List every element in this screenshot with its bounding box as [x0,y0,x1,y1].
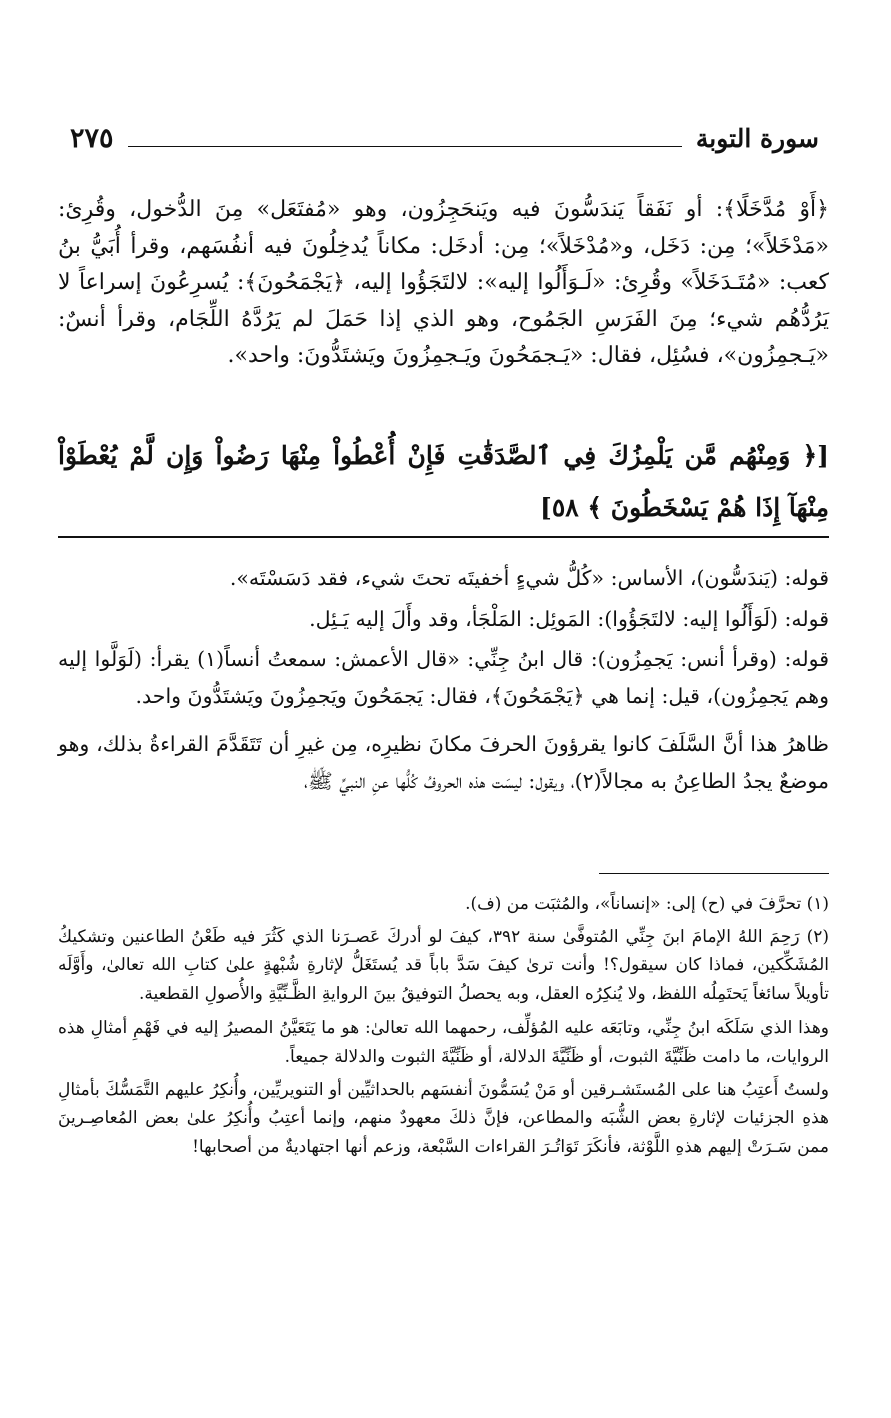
footnote-item: (٢) رَحِمَ اللهُ الإمامَ ابنَ جِنِّي المُتوفَّىٰ سنة ٣٩٢، كيفَ لو أدركَ عَصـرَنا الذي كَثُرَ فيه طَعْنُ الطاعنين وتشكيكُ المُشَكِّكين، فماذا كان سيقول؟! وأنت ترىٰ كيفَ سَدَّ باباً قد يُستَغَلُّ لإثارةِ شُبْهةٍ علىٰ كتابِ الله تعالىٰ، وأَوَّلَه تأويلاً سائغاً يَحتَمِلُه اللفظ، ولا يُنكِرُه العقل، وبه يحصلُ التوفيقُ بينَ الروايةِ الظَّـنِّيَّةِ والأُصولِ القطعية. [58,926,829,1004]
page-number: ٢٧٥ [70,122,114,154]
gloss-paragraph: قوله: (يَندَسُّون)، الأساس: «كُلُّ شيءٍ أخفيتَه تحتَ شيء، فقد دَسَسْتَه». [229,566,829,590]
main-paragraph: ﴿أَوْ مُدَّخَلًا﴾: أو نَفَقاً يَندَسُّونَ فيه ويَنحَجِزُون، وهو «مُفتَعَل» مِنَ الدُّخول، وقُرِئ: «مَدْخَلاً»؛ مِن: دَخَل، و«مُدْخَلاً»؛ مِن: أدخَل: مكاناً يُدخِلُونَ فيه أنفُسَهم، وقرأ أُبَيُّ بنُ كعب: «مُتَـدَخَلاً» وقُرِئ: «لَـوَأَلُوا إليه»: لالتَجَؤُوا إليه، ﴿يَجْمَحُونَ﴾: يُسرِعُونَ إسراعاً لا يَرُدُّهُم شيء؛ مِنَ الفَرَسِ الجَمُوح، وهو الذي إذا حَمَلَ لم يَرُدَّهُ اللِّجَام، وقرأ أنسٌ: «يَـجمِزُون»، فسُئِل، فقال: «يَـجمَحُونَ ويَـجمِزُونَ ويَشتَدُّونَ: واحد». [58,197,829,369]
footnote-rule [599,873,829,874]
main-divider [58,536,829,538]
header-rule [128,146,682,147]
footnote-item: ولستُ أَعتِبُ هنا على المُستَشـرقين أو مَنْ يُسَمُّونَ أنفسَهم بالحداثيِّين أو التنويريِّين، وأُنكِرُ عليهم التَّمَسُّكَ بأمثالِ هذهِ الجزئيات لإثارةِ بعض الشُّبَه والمطاعن، فإنَّ ذلكَ معهودٌ منهم، وإنما أعتِبُ وأُنكِرُ علىٰ بعض المُعاصِـرينَ ممن سَـرَتْ إليهم هذهِ اللَّوْثة، فأنكَرَ تَوَاتُـرَ القراءات السَّبْعة، وزعم أنها اجتهاديةٌ من أصحابها! [58,1079,829,1157]
gloss-paragraph: ظاهرُ هذا أنَّ السَّلَفَ كانوا يقرؤونَ الحرفَ مكانَ نظيرِه، مِن غيرِ أن تَتَقَدَّمَ القراءةُ بذلك، وهو موضعٌ يجدُ الطاعِنُ به مجالاً(٢)، ويقول: ليسَت هذه الحروفُ كُلُّها عنِ النبيِّ ﷺ، [58,732,829,793]
footnote-item: (١) تحرَّفَ في (ح) إلى: «إنساناً»، والمُثبَت من (ف). [465,894,829,914]
running-header [70,118,819,158]
gloss-paragraph: قوله: (وقرأ أنس: يَجمِزُون): قال ابنُ جِنِّي: «قال الأعمش: سمعتُ أنساً(١) يقرأ: (لَوَلَّوا إليه وهم يَجمِزُون)، قيل: إنما هي ﴿يَجْمَحُونَ﴾، فقال: يَجمَحُونَ ويَجمِزُونَ ويَشتَدُّونَ واحد. [58,647,829,708]
footnote-item: وهذا الذي سَلَكَه ابنُ جِنِّي، وتابَعَه عليه المُؤلِّف، رحمهما الله تعالىٰ: هو ما يَتَعَيَّنُ المصيرُ إليه في فَهْمِ أمثالِ هذه الروايات، ما دامت ظَنِّيَّةَ الثبوت، أو ظَنِّيَّةَ الدلالة، أو ظَنِّيَّةَ الثبوت والدلالة جميعاً. [58,1018,829,1067]
verse-text: [﴿ وَمِنْهُم مَّن يَلْمِزُكَ فِي ٱلصَّدَقَٰتِ فَإِنْ أُعْطُواْ مِنْهَا رَضُواْ وَإِن لَّمْ يُعْطَوْاْ مِنْهَآ إِذَا هُمْ يَسْخَطُونَ ﴾ ٥٨] [58,441,829,522]
surah-title: سورة التوبة [695,123,819,153]
gloss-section [58,560,829,811]
gloss-paragraph: قوله: (لَوَأَلُوا إليه: لالتَجَؤُوا): المَوئِل: المَلْجَأ، وقد وأَلَ إليه يَـئِل. [309,606,829,631]
main-commentary-text [58,192,829,375]
footnotes [58,890,829,1165]
quran-verse [58,430,829,534]
